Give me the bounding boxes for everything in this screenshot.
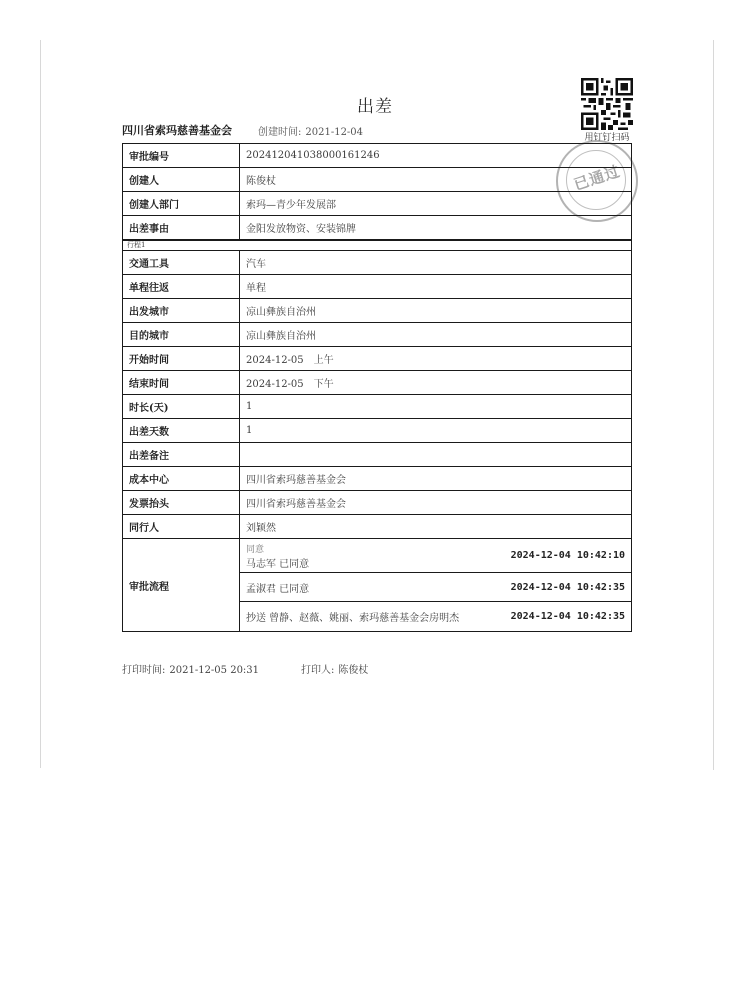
row-label: 审批编号 [123, 144, 240, 168]
section-label: 行程1 [123, 240, 632, 251]
form-row [123, 419, 632, 443]
row-label: 出差备注 [123, 443, 240, 467]
row-label: 同行人 [123, 515, 240, 539]
row-label: 单程往返 [123, 275, 240, 299]
organization-name: 四川省索玛慈善基金会 [122, 124, 232, 137]
row-label: 出差事由 [123, 216, 240, 241]
qr-caption: 用钉钉扫码 [584, 133, 630, 143]
row-value [240, 443, 632, 467]
row-label: 目的城市 [123, 323, 240, 347]
flow-step-info [246, 609, 459, 624]
flow-step-text: 马志军 已同意 [246, 558, 310, 570]
approval-flow-row [123, 539, 632, 632]
flow-step [240, 602, 631, 631]
row-value: 凉山彝族自治州 [240, 323, 632, 347]
row-value: 1 [240, 419, 632, 443]
flow-step-time: 2024-12-04 10:42:35 [510, 611, 625, 622]
flow-step [240, 539, 631, 573]
row-value: 单程 [240, 275, 632, 299]
row-value: 凉山彝族自治州 [240, 299, 632, 323]
flow-step [240, 573, 631, 602]
form-row [123, 168, 632, 192]
page-edge-left [40, 40, 41, 768]
row-label: 出差天数 [123, 419, 240, 443]
printer-label: 打印人: [301, 665, 335, 676]
approval-form-table [122, 143, 632, 632]
row-value: 2024-12-05 上午 [240, 347, 632, 371]
row-label: 交通工具 [123, 251, 240, 275]
page-edge-right [713, 40, 714, 770]
form-row [123, 251, 632, 275]
form-row [123, 144, 632, 168]
form-row [123, 371, 632, 395]
flow-step-info [246, 580, 309, 595]
row-value: 索玛—青少年发展部 [240, 192, 632, 216]
form-row [123, 515, 632, 539]
row-value: 四川省索玛慈善基金会 [240, 491, 632, 515]
form-row [123, 192, 632, 216]
row-value: 2024-12-05 下午 [240, 371, 632, 395]
approval-flow-cell [240, 539, 632, 632]
row-label: 时长(天) [123, 395, 240, 419]
form-row [123, 467, 632, 491]
row-value: 1 [240, 395, 632, 419]
form-row [123, 347, 632, 371]
printer-value: 陈俊杖 [338, 665, 369, 676]
document-title: 出差 [357, 97, 393, 117]
flow-step-info [246, 542, 309, 570]
form-row [123, 395, 632, 419]
row-value: 刘颖然 [240, 515, 632, 539]
row-value: 202412041038000161246 [240, 144, 632, 168]
form-row [123, 275, 632, 299]
stamp-text: 已通过 [571, 161, 623, 194]
row-value: 四川省索玛慈善基金会 [240, 467, 632, 491]
print-time-label: 打印时间: [122, 665, 166, 676]
print-footer [122, 661, 372, 676]
row-label: 开始时间 [123, 347, 240, 371]
created-time [258, 123, 363, 138]
row-label: 创建人部门 [123, 192, 240, 216]
row-value: 金阳发放物资、安装锦牌 [240, 216, 632, 241]
form-row [123, 491, 632, 515]
created-label: 创建时间: [258, 127, 302, 138]
flow-step-time: 2024-12-04 10:42:35 [510, 581, 625, 593]
row-value: 汽车 [240, 251, 632, 275]
row-label: 成本中心 [123, 467, 240, 491]
row-label: 创建人 [123, 168, 240, 192]
form-row [123, 299, 632, 323]
row-label: 发票抬头 [123, 491, 240, 515]
flow-step-text: 孟淑君 已同意 [246, 583, 310, 595]
section-header-row [123, 240, 632, 251]
row-label: 出发城市 [123, 299, 240, 323]
form-row [123, 216, 632, 241]
created-value: 2021-12-04 [305, 127, 364, 138]
flow-step-time: 2024-12-04 10:42:10 [510, 550, 625, 561]
form-row [123, 323, 632, 347]
print-time-value: 2021-12-05 20:31 [169, 665, 260, 676]
flow-step-comment: 同意 [246, 544, 265, 555]
row-label: 结束时间 [123, 371, 240, 395]
form-row [123, 443, 632, 467]
flow-step-text: 抄送 曾静、赵薇、姚丽、索玛慈善基金会房明杰 [246, 613, 460, 624]
row-label: 审批流程 [123, 539, 240, 632]
qr-code-icon [581, 78, 633, 130]
row-value: 陈俊杖 [240, 168, 632, 192]
